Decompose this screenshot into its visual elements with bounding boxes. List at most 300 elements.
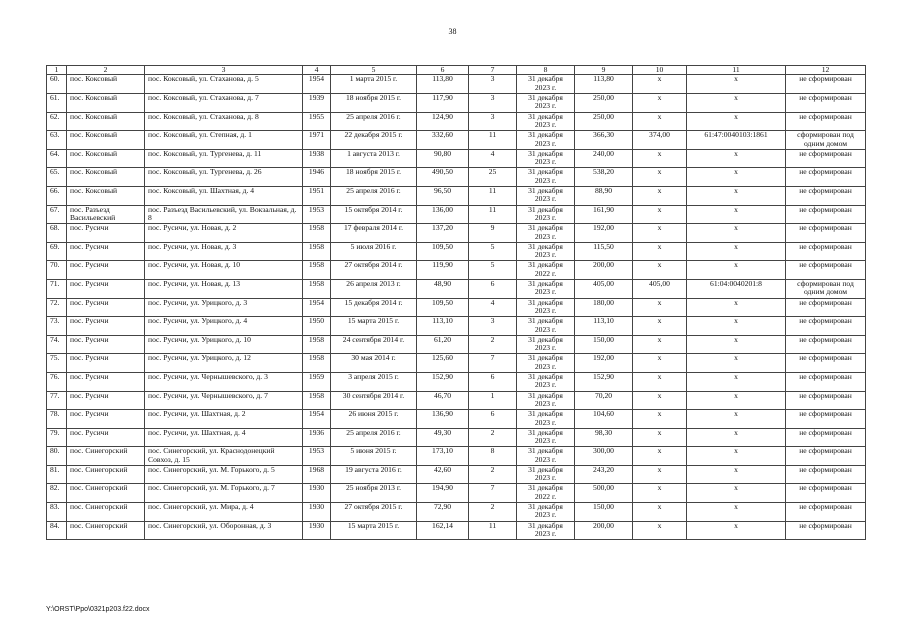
resettlement-area: 366,30 [575,131,633,150]
total-area: 113,10 [417,317,469,336]
land-area: x [633,75,687,94]
cadastral-number: x [687,372,786,391]
column-number: 5 [331,66,417,75]
row-number: 84. [47,521,67,540]
cadastral-number: x [687,428,786,447]
residents-count: 5 [469,242,517,261]
table-row [47,298,866,317]
column-number: 1 [47,66,67,75]
land-plot-status: не сформирован [786,410,866,429]
column-number: 12 [786,66,866,75]
table-row [47,354,866,373]
house-address: пос. Синегорский, ул. Оборонная, д. 3 [145,521,303,540]
land-plot-status: не сформирован [786,354,866,373]
construction-year: 1930 [303,521,331,540]
emergency-recognition-date: 5 июня 2015 г. [331,447,417,466]
land-area: x [633,335,687,354]
settlement-name: пос. Русичи [67,391,145,410]
resettlement-area: 98,30 [575,428,633,447]
resettlement-area: 500,00 [575,484,633,503]
house-address: пос. Коксовый, ул. Степная, д. 1 [145,131,303,150]
row-number: 76. [47,372,67,391]
house-address: пос. Русичи, ул. Урицкого, д. 4 [145,317,303,336]
column-number-row [47,66,866,75]
settlement-name: пос. Русичи [67,279,145,298]
land-plot-status: не сформирован [786,94,866,113]
land-area: 374,00 [633,131,687,150]
planned-resettlement-date: 31 декабря 2023 г. [517,94,575,113]
land-area: x [633,186,687,205]
table-row [47,428,866,447]
planned-resettlement-date: 31 декабря 2023 г. [517,298,575,317]
residents-count: 2 [469,465,517,484]
residents-count: 11 [469,131,517,150]
land-area: x [633,298,687,317]
row-number: 77. [47,391,67,410]
emergency-recognition-date: 3 апреля 2015 г. [331,372,417,391]
settlement-name: пос. Русичи [67,317,145,336]
row-number: 68. [47,224,67,243]
planned-resettlement-date: 31 декабря 2023 г. [517,242,575,261]
house-address: пос. Русичи, ул. Шахтная, д. 4 [145,428,303,447]
construction-year: 1958 [303,279,331,298]
total-area: 117,90 [417,94,469,113]
row-number: 63. [47,131,67,150]
emergency-recognition-date: 18 ноября 2015 г. [331,168,417,187]
row-number: 80. [47,447,67,466]
construction-year: 1958 [303,354,331,373]
settlement-name: пос. Русичи [67,335,145,354]
residents-count: 2 [469,503,517,522]
construction-year: 1953 [303,447,331,466]
total-area: 136,00 [417,205,469,224]
settlement-name: пос. Синегорский [67,447,145,466]
planned-resettlement-date: 31 декабря 2023 г. [517,131,575,150]
land-area: x [633,503,687,522]
land-plot-status: не сформирован [786,75,866,94]
resettlement-area: 200,00 [575,521,633,540]
settlement-name: пос. Русичи [67,224,145,243]
emergency-recognition-date: 1 марта 2015 г. [331,75,417,94]
resettlement-area: 180,00 [575,298,633,317]
land-area: x [633,261,687,280]
construction-year: 1939 [303,94,331,113]
house-address: пос. Коксовый, ул. Стаханова, д. 8 [145,112,303,131]
land-plot-status: не сформирован [786,521,866,540]
residents-count: 3 [469,317,517,336]
settlement-name: пос. Коксовый [67,186,145,205]
total-area: 113,80 [417,75,469,94]
row-number: 72. [47,298,67,317]
settlement-name: пос. Русичи [67,261,145,280]
table-row [47,372,866,391]
settlement-name: пос. Русичи [67,298,145,317]
house-address: пос. Синегорский, ул. М. Горького, д. 5 [145,465,303,484]
planned-resettlement-date: 31 декабря 2023 г. [517,317,575,336]
land-plot-status: не сформирован [786,484,866,503]
land-plot-status: не сформирован [786,428,866,447]
resettlement-area: 538,20 [575,168,633,187]
row-number: 67. [47,205,67,224]
resettlement-area: 200,00 [575,261,633,280]
table-row [47,465,866,484]
land-plot-status: не сформирован [786,261,866,280]
page-number: 38 [448,27,457,36]
land-plot-status: не сформирован [786,447,866,466]
planned-resettlement-date: 31 декабря 2023 г. [517,279,575,298]
row-number: 81. [47,465,67,484]
resettlement-area: 88,90 [575,186,633,205]
construction-year: 1954 [303,410,331,429]
settlement-name: пос. Русичи [67,354,145,373]
row-number: 82. [47,484,67,503]
resettlement-area: 113,10 [575,317,633,336]
residents-count: 3 [469,94,517,113]
resettlement-area: 300,00 [575,447,633,466]
total-area: 125,60 [417,354,469,373]
table-row [47,112,866,131]
residents-count: 6 [469,279,517,298]
cadastral-number: 61:04:0040201:8 [687,279,786,298]
row-number: 71. [47,279,67,298]
column-number: 9 [575,66,633,75]
planned-resettlement-date: 31 декабря 2023 г. [517,354,575,373]
table-row [47,224,866,243]
house-address: пос. Коксовый, ул. Стаханова, д. 5 [145,75,303,94]
land-area: x [633,428,687,447]
construction-year: 1953 [303,205,331,224]
emergency-recognition-date: 15 марта 2015 г. [331,317,417,336]
settlement-name: пос. Коксовый [67,112,145,131]
table-row [47,261,866,280]
land-plot-status: не сформирован [786,224,866,243]
settlement-name: пос. Коксовый [67,75,145,94]
land-plot-status: не сформирован [786,112,866,131]
land-plot-status: сформирован под одним домом [786,131,866,150]
row-number: 69. [47,242,67,261]
emergency-recognition-date: 25 апреля 2016 г. [331,428,417,447]
cadastral-number: x [687,503,786,522]
settlement-name: пос. Коксовый [67,131,145,150]
table-row [47,131,866,150]
planned-resettlement-date: 31 декабря 2023 г. [517,503,575,522]
emergency-recognition-date: 15 октября 2014 г. [331,205,417,224]
resettlement-area: 113,80 [575,75,633,94]
table-row [47,335,866,354]
construction-year: 1959 [303,372,331,391]
construction-year: 1936 [303,428,331,447]
table-row [47,75,866,94]
construction-year: 1954 [303,75,331,94]
land-area: x [633,94,687,113]
planned-resettlement-date: 31 декабря 2023 г. [517,465,575,484]
land-plot-status: не сформирован [786,503,866,522]
construction-year: 1951 [303,186,331,205]
construction-year: 1958 [303,242,331,261]
table-row [47,447,866,466]
emergency-recognition-date: 27 октября 2014 г. [331,261,417,280]
emergency-recognition-date: 1 августа 2013 г. [331,149,417,168]
house-address: пос. Синегорский, ул. Краснодонецкий Совхоз, д. 15 [145,447,303,466]
settlement-name: пос. Русичи [67,410,145,429]
residents-count: 7 [469,354,517,373]
total-area: 42,60 [417,465,469,484]
emergency-recognition-date: 26 июня 2015 г. [331,410,417,429]
planned-resettlement-date: 31 декабря 2023 г. [517,521,575,540]
planned-resettlement-date: 31 декабря 2022 г. [517,484,575,503]
cadastral-number: x [687,261,786,280]
table-row [47,242,866,261]
planned-resettlement-date: 31 декабря 2023 г. [517,447,575,466]
residents-count: 4 [469,149,517,168]
land-plot-status: не сформирован [786,465,866,484]
construction-year: 1954 [303,298,331,317]
emergency-recognition-date: 25 ноября 2013 г. [331,484,417,503]
planned-resettlement-date: 31 декабря 2023 г. [517,149,575,168]
residents-count: 25 [469,168,517,187]
land-plot-status: не сформирован [786,335,866,354]
planned-resettlement-date: 31 декабря 2023 г. [517,372,575,391]
resettlement-area: 70,20 [575,391,633,410]
house-address: пос. Русичи, ул. Урицкого, д. 12 [145,354,303,373]
settlement-name: пос. Русичи [67,372,145,391]
house-address: пос. Коксовый, ул. Тургенева, д. 11 [145,149,303,168]
construction-year: 1955 [303,112,331,131]
land-area: x [633,521,687,540]
settlement-name: пос. Синегорский [67,503,145,522]
table-row [47,317,866,336]
cadastral-number: x [687,112,786,131]
planned-resettlement-date: 31 декабря 2023 г. [517,391,575,410]
emergency-recognition-date: 5 июля 2016 г. [331,242,417,261]
total-area: 194,90 [417,484,469,503]
planned-resettlement-date: 31 декабря 2023 г. [517,224,575,243]
construction-year: 1958 [303,224,331,243]
cadastral-number: x [687,75,786,94]
total-area: 162,14 [417,521,469,540]
house-address: пос. Русичи, ул. Чернышевского, д. 3 [145,372,303,391]
planned-resettlement-date: 31 декабря 2023 г. [517,75,575,94]
resettlement-area: 115,50 [575,242,633,261]
residents-count: 11 [469,186,517,205]
planned-resettlement-date: 31 декабря 2023 г. [517,186,575,205]
planned-resettlement-date: 31 декабря 2023 г. [517,335,575,354]
residents-count: 2 [469,335,517,354]
settlement-name: пос. Синегорский [67,484,145,503]
row-number: 66. [47,186,67,205]
table-row [47,484,866,503]
land-area: 405,00 [633,279,687,298]
cadastral-number: x [687,224,786,243]
house-address: пос. Русичи, ул. Новая, д. 3 [145,242,303,261]
house-address: пос. Русичи, ул. Шахтная, д. 2 [145,410,303,429]
total-area: 490,50 [417,168,469,187]
land-area: x [633,410,687,429]
resettlement-area: 150,00 [575,503,633,522]
column-number: 8 [517,66,575,75]
table-row [47,205,866,224]
settlement-name: пос. Синегорский [67,465,145,484]
file-path-footer: Y:\ORST\Ppo\0321p203.f22.docx [46,606,150,613]
cadastral-number: x [687,521,786,540]
table-row [47,279,866,298]
land-plot-status: не сформирован [786,168,866,187]
residents-count: 8 [469,447,517,466]
house-address: пос. Синегорский, ул. Мира, д. 4 [145,503,303,522]
row-number: 64. [47,149,67,168]
emergency-recognition-date: 22 декабря 2015 г. [331,131,417,150]
construction-year: 1968 [303,465,331,484]
residents-count: 4 [469,298,517,317]
house-address: пос. Разъезд Васильевский, ул. Вокзальная, д. 8 [145,205,303,224]
cadastral-number: x [687,335,786,354]
planned-resettlement-date: 31 декабря 2023 г. [517,112,575,131]
residents-count: 5 [469,261,517,280]
planned-resettlement-date: 31 декабря 2023 г. [517,168,575,187]
planned-resettlement-date: 31 декабря 2022 г. [517,261,575,280]
cadastral-number: x [687,410,786,429]
column-number: 6 [417,66,469,75]
table-row [47,149,866,168]
land-plot-status: сформирован под одним домом [786,279,866,298]
total-area: 136,90 [417,410,469,429]
settlement-name: пос. Русичи [67,428,145,447]
cadastral-number: 61:47:0040103:1861 [687,131,786,150]
resettlement-area: 161,90 [575,205,633,224]
column-number: 2 [67,66,145,75]
planned-resettlement-date: 31 декабря 2023 г. [517,205,575,224]
row-number: 70. [47,261,67,280]
row-number: 73. [47,317,67,336]
cadastral-number: x [687,447,786,466]
resettlement-area: 243,20 [575,465,633,484]
construction-year: 1950 [303,317,331,336]
total-area: 137,20 [417,224,469,243]
cadastral-number: x [687,149,786,168]
emergency-recognition-date: 30 сентября 2014 г. [331,391,417,410]
cadastral-number: x [687,391,786,410]
residents-count: 6 [469,410,517,429]
table-row [47,94,866,113]
residents-count: 3 [469,112,517,131]
emergency-recognition-date: 15 марта 2015 г. [331,521,417,540]
resettlement-area: 104,60 [575,410,633,429]
emergency-recognition-date: 30 мая 2014 г. [331,354,417,373]
land-plot-status: не сформирован [786,317,866,336]
planned-resettlement-date: 31 декабря 2023 г. [517,410,575,429]
house-address: пос. Коксовый, ул. Шахтная, д. 4 [145,186,303,205]
land-area: x [633,168,687,187]
row-number: 75. [47,354,67,373]
house-address: пос. Русичи, ул. Новая, д. 13 [145,279,303,298]
emergency-recognition-date: 27 октября 2015 г. [331,503,417,522]
total-area: 332,60 [417,131,469,150]
land-area: x [633,149,687,168]
land-plot-status: не сформирован [786,205,866,224]
construction-year: 1958 [303,335,331,354]
construction-year: 1930 [303,503,331,522]
emergency-recognition-date: 24 сентября 2014 г. [331,335,417,354]
settlement-name: пос. Русичи [67,242,145,261]
house-address: пос. Русичи, ул. Урицкого, д. 10 [145,335,303,354]
residents-count: 2 [469,428,517,447]
planned-resettlement-date: 31 декабря 2023 г. [517,428,575,447]
cadastral-number: x [687,242,786,261]
total-area: 173,10 [417,447,469,466]
resettlement-area: 250,00 [575,94,633,113]
settlement-name: пос. Синегорский [67,521,145,540]
emergency-recognition-date: 15 декабря 2014 г. [331,298,417,317]
settlement-name: пос. Коксовый [67,168,145,187]
total-area: 61,20 [417,335,469,354]
emergency-recognition-date: 19 августа 2016 г. [331,465,417,484]
residents-count: 7 [469,484,517,503]
column-number: 10 [633,66,687,75]
total-area: 152,90 [417,372,469,391]
total-area: 46,70 [417,391,469,410]
land-area: x [633,391,687,410]
land-area: x [633,484,687,503]
house-address: пос. Синегорский, ул. М. Горького, д. 7 [145,484,303,503]
land-area: x [633,205,687,224]
land-plot-status: не сформирован [786,149,866,168]
total-area: 49,30 [417,428,469,447]
emergency-recognition-date: 18 ноября 2015 г. [331,94,417,113]
house-address: пос. Русичи, ул. Новая, д. 10 [145,261,303,280]
table-row [47,391,866,410]
land-plot-status: не сформирован [786,391,866,410]
land-area: x [633,465,687,484]
total-area: 90,80 [417,149,469,168]
settlement-name: пос. Коксовый [67,149,145,168]
row-number: 83. [47,503,67,522]
cadastral-number: x [687,465,786,484]
house-address: пос. Русичи, ул. Урицкого, д. 3 [145,298,303,317]
house-address: пос. Коксовый, ул. Стаханова, д. 7 [145,94,303,113]
cadastral-number: x [687,168,786,187]
resettlement-area: 192,00 [575,354,633,373]
resettlement-area: 150,00 [575,335,633,354]
row-number: 78. [47,410,67,429]
land-area: x [633,317,687,336]
total-area: 124,90 [417,112,469,131]
cadastral-number: x [687,484,786,503]
land-plot-status: не сформирован [786,242,866,261]
row-number: 65. [47,168,67,187]
emergency-recognition-date: 26 апреля 2013 г. [331,279,417,298]
residents-count: 11 [469,205,517,224]
cadastral-number: x [687,354,786,373]
construction-year: 1971 [303,131,331,150]
land-plot-status: не сформирован [786,298,866,317]
land-area: x [633,242,687,261]
total-area: 48,90 [417,279,469,298]
settlement-name: пос. Коксовый [67,94,145,113]
table-row [47,410,866,429]
cadastral-number: x [687,205,786,224]
cadastral-number: x [687,94,786,113]
land-area: x [633,112,687,131]
house-address: пос. Коксовый, ул. Тургенева, д. 26 [145,168,303,187]
row-number: 79. [47,428,67,447]
resettlement-area: 405,00 [575,279,633,298]
land-plot-status: не сформирован [786,372,866,391]
table-row [47,186,866,205]
row-number: 60. [47,75,67,94]
cadastral-number: x [687,186,786,205]
resettlement-area: 192,00 [575,224,633,243]
cadastral-number: x [687,317,786,336]
